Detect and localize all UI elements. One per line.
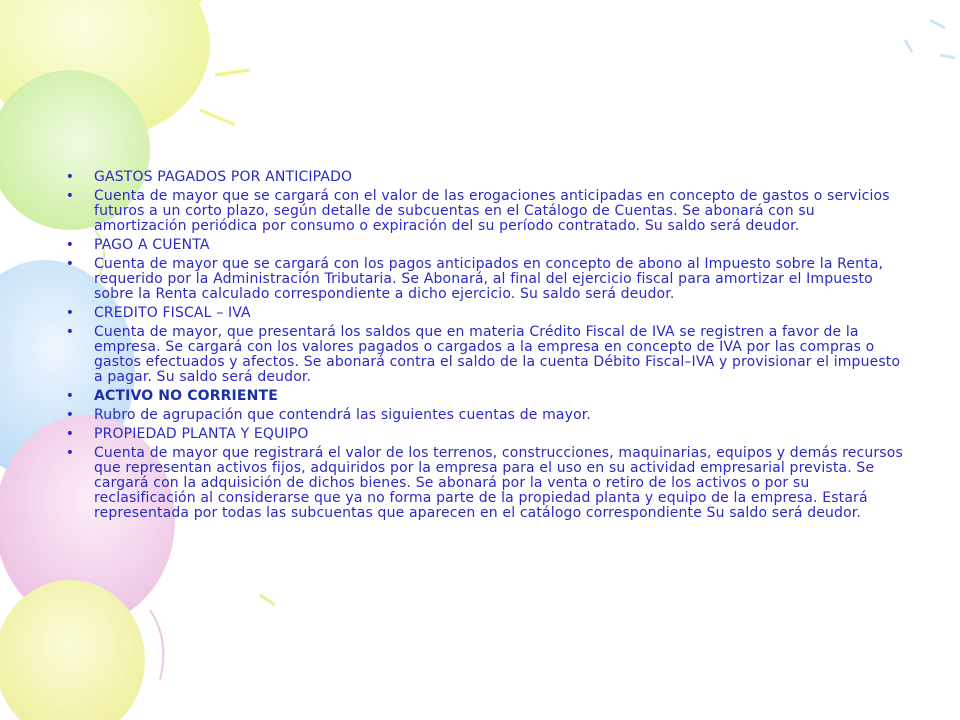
bullet-dot: • (65, 324, 75, 340)
list-item (60, 446, 910, 521)
bullet-dot: • (65, 426, 75, 442)
paragraph-propiedad-planta: Cuenta de mayor que registrará el valor de los terrenos, construcciones, maquinarias, equipos y demás recursos que representan activos fijos, adquiridos por la empresa para el uso en su actividad empresarial prevista. Se cargará con la adquisición de dichos bienes. Se abonará por la venta o retiro de los activos o por su reclasificación al considerarse que ya no forma parte de la propiedad planta y equipo de la empresa. Estará representada por todas las subcuentas que aparecen en el catálogo correspondiente Su saldo será deudor. (94, 445, 903, 521)
bullet-dot: • (65, 305, 75, 321)
heading-activo-no-corriente: ACTIVO NO CORRIENTE (94, 388, 278, 404)
bullet-dot: • (65, 256, 75, 272)
list-item (60, 427, 910, 442)
heading-credito-fiscal: CREDITO FISCAL – IVA (94, 305, 251, 321)
heading-propiedad-planta: PROPIEDAD PLANTA Y EQUIPO (94, 426, 309, 442)
bullet-dot: • (65, 407, 75, 423)
bullet-dot: • (65, 237, 75, 253)
paragraph-credito-fiscal: Cuenta de mayor, que presentará los saldos que en materia Crédito Fiscal de IVA se registren a favor de la empresa. Se cargará con los valores pagados o cargados a la empresa en concepto de IVA por las compras o gastos efectuados y afectos. Se abonará contra el saldo de la cuenta Débito Fiscal–IVA y provisionar el impuesto a pagar. Su saldo será deudor. (94, 324, 901, 385)
slide-body (60, 170, 910, 525)
list-item (60, 408, 910, 423)
list-item (60, 257, 910, 302)
list-item (60, 306, 910, 321)
paragraph-pago-a-cuenta: Cuenta de mayor que se cargará con los pagos anticipados en concepto de abono al Impuesto sobre la Renta, requerido por la Administración Tributaria. Se Abonará, al final del ejercicio fiscal para amortizar el Impuesto sobre la Renta calculado correspondiente a dicho ejercicio. Su saldo será deudor. (94, 256, 884, 302)
heading-gastos-pagados: GASTOS PAGADOS POR ANTICIPADO (94, 169, 353, 185)
paragraph-rubro-agrupacion: Rubro de agrupación que contendrá las siguientes cuentas de mayor. (94, 407, 592, 423)
bullet-dot: • (65, 388, 75, 404)
heading-pago-a-cuenta: PAGO A CUENTA (94, 237, 210, 253)
paragraph-gastos-pagados: Cuenta de mayor que se cargará con el valor de las erogaciones anticipadas en concepto de gastos o servicios futuros a un corto plazo, según detalle de subcuentas en el Catálogo de Cuentas. Se abonará con su amortización periódica por consumo o expiración del su período contratado. Su saldo será deudor. (94, 188, 890, 234)
bullet-dot: • (65, 445, 75, 461)
list-item (60, 238, 910, 253)
list-item (60, 170, 910, 185)
bullet-list (60, 170, 910, 521)
bullet-dot: • (65, 169, 75, 185)
list-item (60, 325, 910, 385)
bullet-dot: • (65, 188, 75, 204)
list-item (60, 389, 910, 404)
list-item (60, 189, 910, 234)
